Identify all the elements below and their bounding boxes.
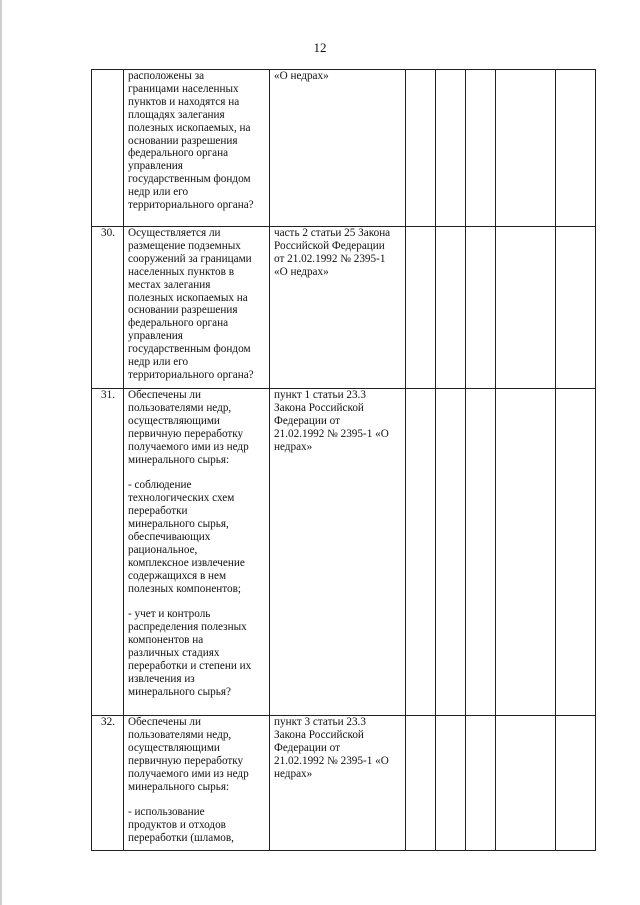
answer-no-cell: [436, 70, 466, 227]
answer-extra-cell: [556, 389, 596, 716]
page-number: 12: [313, 40, 327, 55]
answer-na-cell: [466, 716, 496, 851]
legal-reference: пункт 1 статьи 23.3 Закона Российской Федерации от 21.02.1992 № 2395-1 «О недрах»: [270, 389, 406, 716]
answer-note-cell: [496, 716, 556, 851]
legal-reference: часть 2 статьи 25 Закона Российской Федерации от 21.02.1992 № 2395-1 «О недрах»: [270, 227, 406, 389]
page-edge: [0, 0, 2, 905]
answer-extra-cell: [556, 716, 596, 851]
requirement-question: Обеспечены ли пользователями недр, осуществляющими первичную переработку получаемого ими из недр минерального сырья: - использование продуктов и отходов переработки (шламов,: [124, 716, 270, 851]
table-row: [92, 70, 596, 227]
row-number: 32.: [92, 716, 124, 851]
answer-note-cell: [496, 389, 556, 716]
answer-no-cell: [436, 227, 466, 389]
row-number: 30.: [92, 227, 124, 389]
table-row: [92, 716, 596, 851]
requirement-question: Осуществляется ли размещение подземных сооружений за границами населенных пунктов в местах залегания полезных ископаемых на основании разрешения федерального органа управления государственным фондом недр или его территориального органа?: [124, 227, 270, 389]
legal-reference: «О недрах»: [270, 70, 406, 227]
checklist-table: [91, 69, 596, 851]
answer-yes-cell: [406, 70, 436, 227]
answer-na-cell: [466, 227, 496, 389]
answer-note-cell: [496, 70, 556, 227]
row-number: 31.: [92, 389, 124, 716]
table-row: [92, 227, 596, 389]
answer-note-cell: [496, 227, 556, 389]
legal-reference: пункт 3 статьи 23.3 Закона Российской Федерации от 21.02.1992 № 2395-1 «О недрах»: [270, 716, 406, 851]
row-number: [92, 70, 124, 227]
answer-yes-cell: [406, 716, 436, 851]
answer-extra-cell: [556, 70, 596, 227]
table-row: [92, 389, 596, 716]
answer-no-cell: [436, 389, 466, 716]
answer-na-cell: [466, 389, 496, 716]
requirement-question: расположены за границами населенных пунктов и находятся на площадях залегания полезных ископаемых, на основании разрешения федерального органа управления государственным фондом недр или его территориального органа?: [124, 70, 270, 227]
answer-na-cell: [466, 70, 496, 227]
answer-extra-cell: [556, 227, 596, 389]
answer-no-cell: [436, 716, 466, 851]
answer-yes-cell: [406, 389, 436, 716]
answer-yes-cell: [406, 227, 436, 389]
requirement-question: Обеспечены ли пользователями недр, осуществляющими первичную переработку получаемого ими из недр минерального сырья: - соблюдение технологических схем переработки минерального сырья, обеспечивающих рациональное, комплексное извлечение содержащихся в нем полезных компонентов; - учет и контроль распределения полезных компонентов на различных стадиях переработки и степени их извлечения из минерального сырья?: [124, 389, 270, 716]
